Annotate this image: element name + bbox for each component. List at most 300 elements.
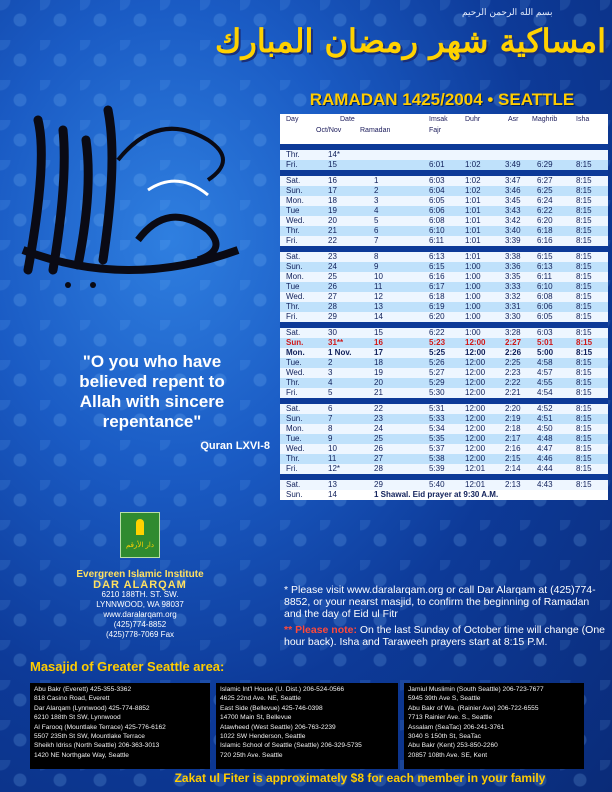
cell-ram: 8 — [374, 252, 379, 261]
table-row — [280, 292, 608, 302]
cell-mag: 6:13 — [537, 262, 553, 271]
table-row — [280, 424, 608, 434]
cell-mag: 4:44 — [537, 464, 553, 473]
cell-imsak: 5:33 — [429, 414, 445, 423]
cell-imsak: 5:29 — [429, 378, 445, 387]
org-short-name: DAR ALARQAM — [93, 579, 187, 591]
cell-mag: 4:43 — [537, 480, 553, 489]
cell-dhuhr: 1:00 — [465, 262, 481, 271]
cell-imsak: 5:30 — [429, 388, 445, 397]
cell-date: 17 — [328, 186, 337, 195]
cell-mag: 6:20 — [537, 216, 553, 225]
masjid-line: 1022 SW Henderson, Seattle — [220, 733, 306, 741]
cell-day: Sat. — [286, 252, 301, 261]
masjid-line: Abu Bakr of Wa. (Rainier Ave) 206-722-6555 — [408, 704, 539, 712]
cell-date: 27 — [328, 292, 337, 301]
cell-dhuhr: 12:00 — [465, 424, 486, 433]
table-row — [280, 176, 608, 186]
cell-mag: 5:01 — [537, 338, 554, 347]
cell-ram: 16 — [374, 338, 383, 347]
cell-dhuhr: 1:02 — [465, 176, 481, 185]
masjid-line: 818 Casino Road, Everett — [34, 695, 110, 703]
cell-mag: 6:10 — [537, 282, 553, 291]
table-row — [280, 434, 608, 444]
cell-date: 30 — [328, 328, 337, 337]
header-day: Day — [286, 116, 299, 123]
table-group — [280, 480, 608, 500]
cell-mag: 4:46 — [537, 454, 553, 463]
cell-isha: 8:15 — [576, 424, 592, 433]
cell-day: Sat. — [286, 176, 301, 185]
cell-isha: 8:15 — [576, 226, 592, 235]
cell-isha: 8:15 — [576, 454, 592, 463]
cell-asr: 3:49 — [505, 160, 521, 169]
cell-dhuhr: 12:00 — [465, 454, 486, 463]
cell-ram: 13 — [374, 302, 383, 311]
cell-day: Thr. — [286, 454, 300, 463]
cell-isha: 8:15 — [576, 186, 592, 195]
cell-asr: 3:43 — [505, 206, 521, 215]
cell-isha: 8:15 — [576, 176, 592, 185]
cell-isha: 8:15 — [576, 292, 592, 301]
table-row — [280, 378, 608, 388]
quote-line: "O you who have — [82, 352, 222, 371]
cell-mag: 5:00 — [537, 348, 554, 357]
cell-day: Sat. — [286, 480, 301, 489]
cell-mag: 6:22 — [537, 206, 553, 215]
quote-text — [28, 352, 276, 432]
cell-ram: 25 — [374, 434, 383, 443]
table-row — [280, 338, 608, 348]
cell-mag: 4:54 — [537, 388, 553, 397]
cell-date: 31** — [328, 338, 344, 347]
cell-imsak: 6:10 — [429, 226, 445, 235]
cell-asr: 3:38 — [505, 252, 521, 261]
cell-ram: 21 — [374, 388, 383, 397]
cell-date: 19 — [328, 206, 337, 215]
cell-date: 3 — [328, 368, 333, 377]
cell-day: Thr. — [286, 150, 300, 159]
cell-mag: 6:25 — [537, 186, 553, 195]
cell-date: 18 — [328, 196, 337, 205]
masjid-line: 7713 Rainier Ave. S., Seattle — [408, 714, 493, 722]
masjid-line: 4625 22nd Ave. NE, Seattle — [220, 695, 301, 703]
cell-day: Tue. — [286, 358, 302, 367]
cell-mag: 6:05 — [537, 312, 553, 321]
cell-isha: 8:15 — [576, 252, 592, 261]
cell-date: 29 — [328, 312, 337, 321]
cell-imsak: 6:01 — [429, 160, 445, 169]
cell-asr: 2:18 — [505, 424, 521, 433]
cell-imsak: 6:03 — [429, 176, 445, 185]
cell-isha: 8:15 — [576, 368, 592, 377]
cell-dhuhr: 1:00 — [465, 328, 481, 337]
cell-ram: 5 — [374, 216, 379, 225]
quote-line: Allah with sincere — [79, 392, 225, 411]
cell-imsak: 5:38 — [429, 454, 445, 463]
cell-imsak: 6:20 — [429, 312, 445, 321]
cell-isha: 8:15 — [576, 236, 592, 245]
cell-imsak: 6:11 — [429, 236, 444, 245]
cell-asr: 3:30 — [505, 312, 521, 321]
header-imsak: Imsak — [429, 116, 448, 123]
cell-mag: 4:47 — [537, 444, 553, 453]
cell-dhuhr: 1:00 — [465, 292, 481, 301]
cell-dhuhr: 1:00 — [465, 312, 481, 321]
cell-imsak: 5:40 — [429, 480, 445, 489]
cell-isha: 8:15 — [576, 206, 592, 215]
cell-mag: 6:11 — [537, 272, 552, 281]
cell-date: 22 — [328, 236, 337, 245]
cell-day: Mon. — [286, 424, 304, 433]
cell-isha: 8:15 — [576, 378, 592, 387]
org-name: Evergreen Islamic Institute — [76, 569, 204, 580]
calligraphy-image — [8, 100, 253, 290]
cell-ram: 24 — [374, 424, 383, 433]
cell-date: 15 — [328, 160, 337, 169]
table-group — [280, 252, 608, 322]
cell-mag: 4:57 — [537, 368, 553, 377]
table-row — [280, 312, 608, 322]
cell-mag: 6:15 — [537, 252, 553, 261]
cell-dhuhr: 12:00 — [465, 348, 486, 357]
cell-dhuhr: 1:00 — [465, 282, 481, 291]
cell-imsak: 6:06 — [429, 206, 445, 215]
cell-ram: 1 — [374, 176, 379, 185]
table-row — [280, 196, 608, 206]
cell-day: Thr. — [286, 226, 300, 235]
cell-asr: 3:35 — [505, 272, 521, 281]
cell-ram: 4 — [374, 206, 379, 215]
cell-day: Mon. — [286, 348, 305, 357]
cell-ram: 6 — [374, 226, 379, 235]
cell-day: Sat. — [286, 328, 301, 337]
cell-dhuhr: 12:00 — [465, 434, 486, 443]
cell-day: Sun. — [286, 414, 303, 423]
visit-note: * Please visit www.daralarqam.org or call Dar Alarqam at (425)774-8852, or your nearst masjid, to confirm the beginning of Ramadan and the day of Eid ul Fitr — [284, 584, 596, 620]
cell-dhuhr: 1:01 — [465, 216, 481, 225]
cell-date: 11 — [328, 454, 337, 463]
cell-imsak: 5:26 — [429, 358, 445, 367]
notes — [284, 584, 606, 648]
masjid-line: 14700 Main St, Bellevue — [220, 714, 292, 722]
header-isha: Isha — [576, 116, 590, 123]
header-octnov: Oct/Nov — [316, 127, 342, 134]
table-row — [280, 490, 608, 500]
page-title: RAMADAN 1425/2004 • SEATTLE — [309, 90, 575, 109]
cell-date: 13 — [328, 480, 337, 489]
cell-date: 25 — [328, 272, 337, 281]
cell-isha: 8:15 — [576, 434, 592, 443]
cell-date: 7 — [328, 414, 333, 423]
cell-imsak: 5:37 — [429, 444, 445, 453]
cell-imsak: 6:16 — [429, 272, 445, 281]
cell-day: Sun. — [286, 338, 304, 347]
time-change-note — [284, 624, 606, 648]
cell-mag: 4:51 — [537, 414, 553, 423]
cell-imsak: 6:22 — [429, 328, 445, 337]
cell-ram: 2 — [374, 186, 379, 195]
table-group — [280, 328, 608, 398]
table-row — [280, 272, 608, 282]
cell-asr: 2:16 — [505, 444, 521, 453]
cell-ram: 22 — [374, 404, 383, 413]
cell-asr: 2:22 — [505, 378, 521, 387]
table-row — [280, 454, 608, 464]
cell-isha: 8:15 — [576, 464, 592, 473]
cell-date: 6 — [328, 404, 333, 413]
org-address2: LYNNWOOD, WA 98037 — [96, 600, 184, 609]
cell-isha: 8:15 — [576, 444, 592, 453]
cell-day: Sun. — [286, 262, 303, 271]
table-row — [280, 206, 608, 216]
cell-imsak: 6:15 — [429, 262, 445, 271]
cell-date: 16 — [328, 176, 337, 185]
cell-imsak: 5:27 — [429, 368, 445, 377]
cell-dhuhr: 12:00 — [465, 444, 486, 453]
cell-dhuhr: 12:00 — [465, 378, 486, 387]
cell-dhuhr: 12:00 — [465, 368, 486, 377]
cell-imsak: 6:17 — [429, 282, 445, 291]
cell-mag: 6:06 — [537, 302, 553, 311]
masjid-line: Islamic Int'l House (U. Dist.) 206-524-0566 — [220, 686, 345, 693]
cell-mag: 4:52 — [537, 404, 553, 413]
cell-isha: 8:15 — [576, 388, 592, 397]
cell-imsak: 5:25 — [429, 348, 446, 357]
cell-imsak: 5:34 — [429, 424, 445, 433]
cell-dhuhr: 12:01 — [465, 480, 486, 489]
cell-isha: 8:15 — [576, 312, 592, 321]
table-row — [280, 226, 608, 236]
cell-imsak: 5:31 — [429, 404, 445, 413]
cell-asr: 2:15 — [505, 454, 521, 463]
cell-date: 23 — [328, 252, 337, 261]
cell-asr: 2:25 — [505, 358, 521, 367]
cell-dhuhr: 12:00 — [465, 358, 486, 367]
cell-day: Sun. — [286, 186, 303, 195]
table-row — [280, 388, 608, 398]
cell-isha: 8:15 — [576, 160, 592, 169]
cell-imsak: 5:35 — [429, 434, 445, 443]
cell-date: 4 — [328, 378, 333, 387]
masajid-column-3 — [404, 683, 584, 769]
cell-dhuhr: 1:01 — [465, 206, 481, 215]
masajid-column-2 — [216, 683, 398, 769]
note-label: ** Please note: — [284, 624, 357, 636]
cell-mag: 4:58 — [537, 358, 553, 367]
masjid-line: Abu Bakr (Kent) 253-850-2260 — [408, 742, 498, 750]
cell-asr: 2:26 — [505, 348, 522, 357]
cell-date: 8 — [328, 424, 333, 433]
cell-isha: 8:15 — [576, 282, 592, 291]
cell-mag: 6:24 — [537, 196, 553, 205]
cell-isha: 8:15 — [576, 272, 592, 281]
masjid-line: Abu Bakr (Everett) 425-355-3362 — [34, 686, 132, 693]
cell-dhuhr: 1:01 — [465, 196, 481, 205]
cell-dhuhr: 1:00 — [465, 302, 481, 311]
cell-imsak: 6:05 — [429, 196, 445, 205]
note-text: On the last Sunday of October time will change (One hour back). Isha and Taraweeh prayers start at 8:15 P.M. — [284, 624, 605, 648]
masjid-line: Islamic School of Seattle (Seattle) 206-329-5735 — [220, 742, 362, 750]
table-row — [280, 480, 608, 490]
cell-ram: 18 — [374, 358, 383, 367]
table-row — [280, 282, 608, 292]
cell-asr: 3:33 — [505, 282, 521, 291]
cell-ram: 3 — [374, 196, 379, 205]
masjid-line: Atawheed (West Seattle) 206-763-2239 — [220, 723, 336, 731]
cell-imsak: 6:08 — [429, 216, 445, 225]
cell-ram: 20 — [374, 378, 383, 387]
table-row — [280, 262, 608, 272]
cell-ram: 14 — [374, 312, 383, 321]
header-maghrib: Maghrib — [532, 116, 558, 123]
cell-date: 28 — [328, 302, 337, 311]
cell-isha: 8:15 — [576, 196, 592, 205]
cell-ram: 19 — [374, 368, 383, 377]
cell-dhuhr: 1:02 — [465, 186, 481, 195]
cell-dhuhr: 12:01 — [465, 464, 486, 473]
masajid-title: Masajid of Greater Seattle area: — [30, 659, 225, 674]
cell-date: 1 Nov. — [328, 348, 352, 357]
quote-reference: Quran LXVI-8 — [200, 440, 270, 452]
cell-imsak: 6:19 — [429, 302, 445, 311]
arabic-title: امساكية شهر رمضان المبارك — [215, 22, 606, 60]
cell-ram: 27 — [374, 454, 383, 463]
cell-isha: 8:15 — [576, 480, 592, 489]
table-row — [280, 328, 608, 338]
cell-ram: 9 — [374, 262, 379, 271]
cell-mag: 4:48 — [537, 434, 553, 443]
cell-asr: 3:47 — [505, 176, 521, 185]
cell-dhuhr: 1:01 — [465, 252, 481, 261]
cell-mag: 6:08 — [537, 292, 553, 301]
cell-isha: 8:15 — [576, 348, 593, 357]
table-row — [280, 348, 608, 358]
cell-day: Fri. — [286, 464, 298, 473]
cell-ram: 15 — [374, 328, 383, 337]
cell-date: 21 — [328, 226, 337, 235]
cell-dhuhr: 1:01 — [465, 236, 481, 245]
cell-mag: 6:03 — [537, 328, 553, 337]
header-fajr: Fajr — [429, 127, 442, 134]
cell-day: Sun. — [286, 490, 303, 499]
cell-mag: 6:27 — [537, 176, 553, 185]
cell-asr: 2:23 — [505, 368, 521, 377]
cell-asr: 2:20 — [505, 404, 521, 413]
cell-date: 14* — [328, 150, 341, 159]
header-asr: Asr — [508, 116, 519, 123]
cell-day: Mon. — [286, 196, 304, 205]
cell-ram: 29 — [374, 480, 383, 489]
table-row — [280, 414, 608, 424]
header-dhuhr: Duhr — [465, 116, 481, 123]
masjid-line: 720 25th Ave. Seattle — [220, 751, 283, 759]
cell-ram: 11 — [374, 282, 383, 291]
cell-imsak: 5:23 — [429, 338, 446, 347]
masajid-column-1 — [30, 683, 210, 769]
masjid-line: 1420 NE Northgate Way, Seattle — [34, 751, 129, 759]
cell-ram: 7 — [374, 236, 379, 245]
cell-isha: 8:15 — [576, 338, 593, 347]
table-row — [280, 302, 608, 312]
cell-date: 24 — [328, 262, 337, 271]
org-phone: (425)774-8852 — [113, 620, 167, 629]
cell-date: 14 — [328, 490, 337, 499]
cell-day: Wed. — [286, 292, 305, 301]
cell-asr: 3:40 — [505, 226, 521, 235]
table-group — [280, 176, 608, 246]
table-body — [280, 150, 608, 500]
cell-day: Fri. — [286, 160, 298, 169]
cell-day: Fri. — [286, 236, 298, 245]
cell-asr: 2:21 — [505, 388, 521, 397]
cell-imsak: 6:04 — [429, 186, 445, 195]
cell-dhuhr: 12:00 — [465, 388, 486, 397]
cell-ram: 17 — [374, 348, 383, 357]
cell-imsak: 5:39 — [429, 464, 445, 473]
cell-asr: 3:28 — [505, 328, 521, 337]
cell-date: 10 — [328, 444, 337, 453]
cell-asr: 2:14 — [505, 464, 521, 473]
cell-asr: 2:19 — [505, 414, 521, 423]
table-row — [280, 404, 608, 414]
table-row — [280, 252, 608, 262]
cell-dhuhr: 12:00 — [465, 414, 486, 423]
zakat-footer: Zakat ul Fiter is approximately $8 for each member in your family — [174, 771, 546, 785]
org-website[interactable]: www.daralarqam.org — [103, 610, 177, 619]
logo-arabic: دار الأرقم — [126, 541, 154, 549]
masjid-line: 5945 39th Ave S, Seattle — [408, 695, 481, 703]
cell-day: Thr. — [286, 378, 300, 387]
cell-day: Fri. — [286, 388, 298, 397]
table-row — [280, 368, 608, 378]
minaret-icon — [136, 519, 144, 535]
cell-mag: 6:29 — [537, 160, 553, 169]
table-row — [280, 186, 608, 196]
cell-day: Tue. — [286, 434, 302, 443]
masjid-line: 6210 188th St SW, Lynnwood — [34, 714, 121, 722]
logo — [120, 512, 160, 558]
table-row — [280, 464, 608, 474]
cell-isha: 8:15 — [576, 358, 592, 367]
cell-asr: 3:39 — [505, 236, 521, 245]
table-row — [280, 444, 608, 454]
masjid-line: 5507 235th St SW, Mountlake Terrace — [34, 733, 145, 741]
table-group — [280, 404, 608, 474]
cell-asr: 2:27 — [505, 338, 522, 347]
masjid-line: Sheikh Idriss (North Seattle) 206-363-3013 — [34, 742, 160, 750]
cell-ram: 26 — [374, 444, 383, 453]
cell-asr: 3:46 — [505, 186, 521, 195]
cell-ram: 12 — [374, 292, 383, 301]
cell-isha: 8:15 — [576, 262, 592, 271]
cell-mag: 4:55 — [537, 378, 553, 387]
cell-day: Sat. — [286, 404, 301, 413]
cell-isha: 8:15 — [576, 216, 592, 225]
cell-date: 20 — [328, 216, 337, 225]
masjid-line: East Side (Bellevue) 425-746-0398 — [220, 704, 323, 712]
cell-dhuhr: 1:02 — [465, 160, 481, 169]
cell-asr: 3:32 — [505, 292, 521, 301]
masjid-line: Assalam (SeaTac) 206-241-3761 — [408, 723, 505, 731]
cell-isha: 8:15 — [576, 414, 592, 423]
cell-day: Wed. — [286, 216, 305, 225]
cell-day: Wed. — [286, 368, 305, 377]
cell-day: Tue — [286, 206, 300, 215]
org-fax: (425)778-7069 Fax — [105, 630, 175, 639]
masjid-line: Al Farooq (Mountlake Terrace) 425-776-6162 — [34, 723, 166, 731]
cell-date: 5 — [328, 388, 333, 397]
